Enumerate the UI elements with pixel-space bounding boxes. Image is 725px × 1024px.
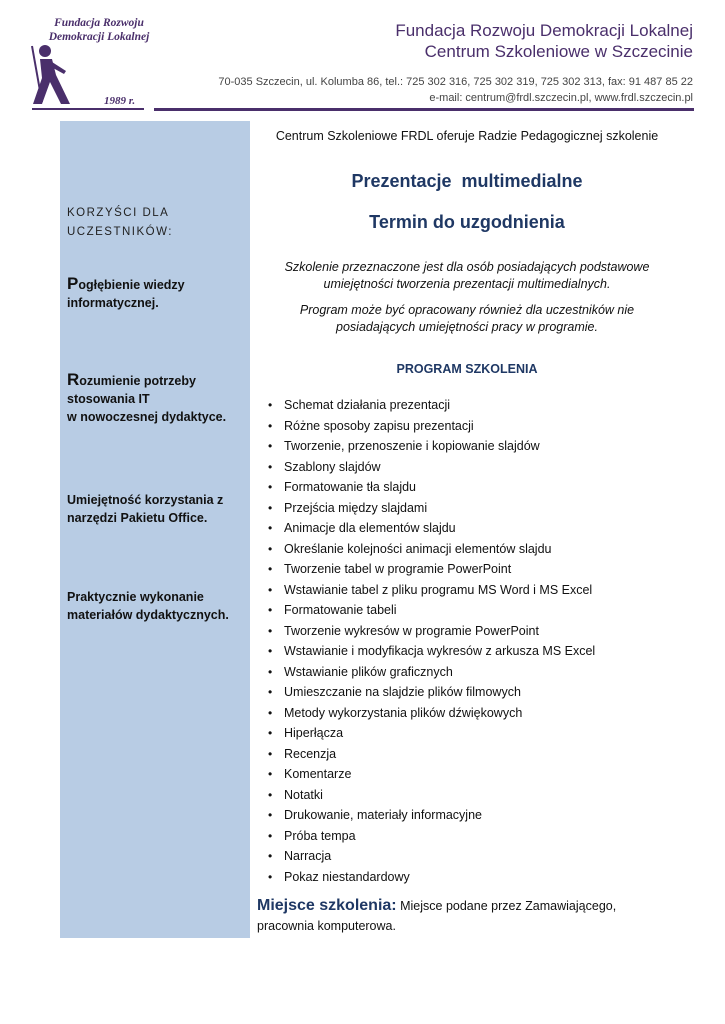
logo-text: Fundacja Rozwoju Demokracji Lokalnej (48, 17, 150, 43)
program-list (257, 395, 595, 887)
org-branch: Centrum Szkoleniowe w Szczecinie (424, 42, 693, 61)
org-email-line: e-mail: centrum@frdl.szczecin.pl, www.frdl.szczecin.pl (429, 92, 693, 104)
org-contact (218, 74, 693, 106)
org-address-line: 70-035 Szczecin, ul. Kolumba 86, tel.: 725 302 316, 725 302 319, 725 302 313, fax: 91 487 85 22 (218, 76, 693, 88)
program-item: • Szablony slajdów (257, 457, 595, 478)
program-item: • Próba tempa (257, 826, 595, 847)
intro-text: Centrum Szkoleniowe FRDL oferuje Radzie Pedagogicznej szkolenie (275, 129, 659, 143)
program-item: • Umieszczanie na slajdzie plików filmowych (257, 682, 595, 703)
course-title: Prezentacje multimedialne (351, 171, 583, 191)
program-item: • Hiperłącza (257, 723, 595, 744)
program-item: • Pokaz niestandardowy (257, 867, 595, 888)
walking-figure-icon (28, 42, 74, 108)
program-item: • Różne sposoby zapisu prezentacji (257, 416, 595, 437)
program-item: • Metody wykorzystania plików dźwiękowych (257, 703, 595, 724)
benefit-item: Praktycznie wykonanie materiałów dydaktycznych. (67, 590, 229, 622)
venue-text: Miejsce podane przez Zamawiającego, (400, 899, 617, 913)
logo-underline (32, 108, 144, 110)
benefits-heading: KORZYŚCI DLA UCZESTNIKÓW: (67, 207, 173, 238)
program-item: • Narracja (257, 846, 595, 867)
program-item: • Recenzja (257, 744, 595, 765)
program-item: • Wstawianie tabel z pliku programu MS Word i MS Excel (257, 580, 595, 601)
venue-label: Miejsce szkolenia: (257, 897, 397, 914)
benefit-item: Rozumienie potrzeby stosowania IT w nowoczesnej dydaktyce. (67, 370, 227, 424)
program-item: • Określanie kolejności animacji elementów slajdu (257, 539, 595, 560)
program-item: • Wstawianie plików graficznych (257, 662, 595, 683)
course-description: Szkolenie przeznaczone jest dla osób posiadających podstawowe umiejętności tworzenia prezentacji multimedialnych. (284, 260, 650, 291)
program-item: • Notatki (257, 785, 595, 806)
org-name: Fundacja Rozwoju Demokracji Lokalnej (395, 21, 693, 40)
header-divider (154, 108, 694, 111)
program-item: • Tworzenie tabel w programie PowerPoint (257, 559, 595, 580)
program-item: • Przejścia między slajdami (257, 498, 595, 519)
program-item: • Schemat działania prezentacji (257, 395, 595, 416)
logo-year: 1989 r. (104, 95, 136, 107)
venue-text-continued: pracownia komputerowa. (257, 919, 396, 933)
benefit-item: Pogłębienie wiedzy informatycznej. (67, 274, 185, 310)
program-item: • Tworzenie wykresów w programie PowerPoint (257, 621, 595, 642)
program-item: • Drukowanie, materiały informacyjne (257, 805, 595, 826)
program-item: • Formatowanie tabeli (257, 600, 595, 621)
venue-section (257, 896, 677, 936)
benefits-sidebar (60, 121, 250, 938)
org-title (395, 20, 693, 62)
program-item: • Animacje dla elementów slajdu (257, 518, 595, 539)
program-heading: PROGRAM SZKOLENIA (396, 362, 538, 376)
course-term: Termin do uzgodnienia (369, 212, 565, 232)
program-item: • Formatowanie tła slajdu (257, 477, 595, 498)
course-note: Program może być opracowany również dla uczestników nie posiadających umiejętności pracy w programie. (299, 303, 635, 334)
program-item: • Komentarze (257, 764, 595, 785)
program-item: • Wstawianie i modyfikacja wykresów z arkusza MS Excel (257, 641, 595, 662)
benefit-item: Umiejętność korzystania z narzędzi Pakietu Office. (67, 493, 224, 525)
program-item: • Tworzenie, przenoszenie i kopiowanie slajdów (257, 436, 595, 457)
